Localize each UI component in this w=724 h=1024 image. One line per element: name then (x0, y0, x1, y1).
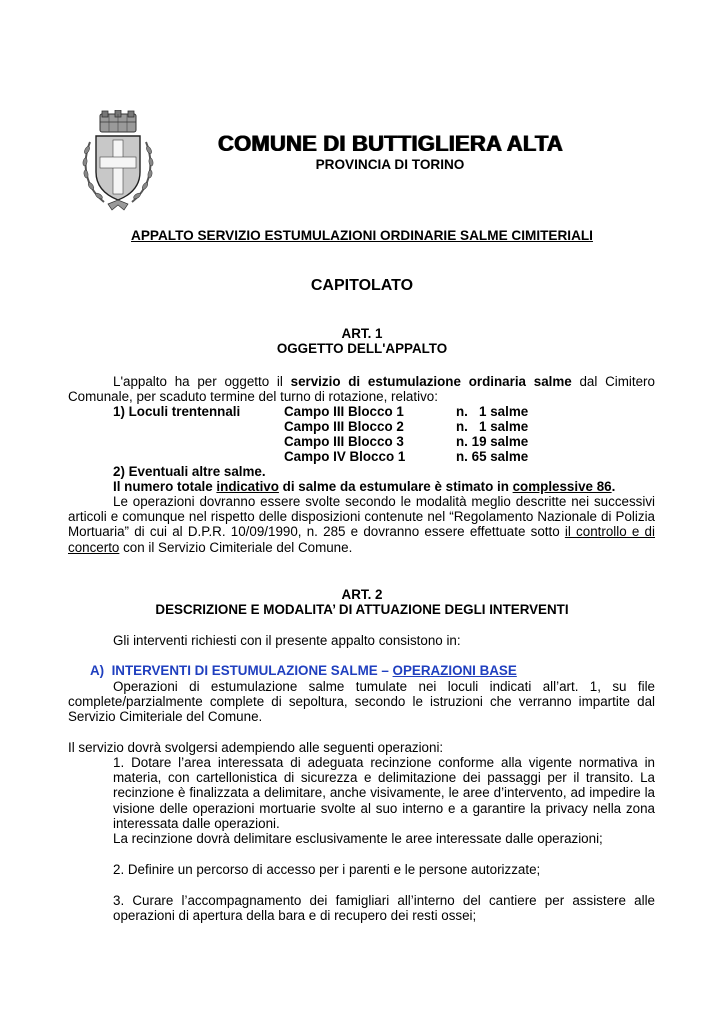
art1-intro (68, 374, 655, 404)
art1-intro-text-b: dal Cimitero Comunale, per scaduto termine del turno di rotazione, relativo: (68, 374, 655, 405)
comune-title: COMUNE DI BUTTIGLIERA ALTA (217, 131, 563, 156)
art1-number: ART. 1 (341, 326, 383, 341)
coat-of-arms-icon (80, 110, 156, 214)
art2-intro: Gli interventi richiesti con il presente appalto consistono in: (113, 633, 461, 648)
servizio-intro: Il servizio dovrà svolgersi adempiendo alle seguenti operazioni: (68, 740, 444, 755)
campo-label: Campo III Blocco 1 (284, 404, 404, 419)
loculi-row-3 (113, 434, 673, 449)
section-a-underlined: OPERAZIONI BASE (392, 663, 517, 678)
loculi-label: 1) Loculi trentennali (113, 404, 241, 419)
totale-underlined-2: complessive 86 (512, 479, 612, 494)
salme-count: n. 19 salme (456, 434, 529, 449)
appalto-title: APPALTO SERVIZIO ESTUMULAZIONI ORDINARIE SALME CIMITERIALI (131, 228, 593, 243)
totale-text-b: di salme da estumulare è stimato in (278, 479, 513, 494)
loculi-row-2 (113, 419, 673, 434)
campo-label: Campo III Blocco 2 (284, 419, 404, 434)
salme-count: n. 65 salme (456, 449, 529, 464)
operazioni-text-a: Le operazioni dovranno essere svolte secondo le modalità meglio descritte nei successivi articoli e comunque nel rispetto delle disposizioni contenute nel “Regolamento Nazionale di Polizia Mortuaria” di cui al D.P.R. 10/09/1990, n. 285 e dovranno essere effettuate sotto (68, 494, 655, 540)
totale-underlined-1: indicativo (216, 479, 279, 494)
operation-1: 1. Dotare l’area interessata di adeguata recinzione conforme alla vigente normativa in materia, con cartellonistica di sicurezza e delimitazione dei passaggi per il transito. La recinzione è finalizzata a delimitare, anche visivamente, le aree d’intervento, ad impedire la visione delle operazioni mortuarie svolte al suo interno e a garantire la privacy nella zona interessata dalle operazioni. (113, 755, 655, 831)
operazioni-underlined: il controllo e di concerto (68, 524, 655, 555)
art1-intro-text-a: L'appalto ha per oggetto il (113, 374, 291, 389)
salme-count: n. 1 salme (456, 404, 529, 419)
loculi-row-4 (113, 449, 673, 464)
section-a-text: A) INTERVENTI DI ESTUMULAZIONE SALME – (90, 663, 393, 678)
section-a-heading (90, 663, 517, 678)
art2-title: DESCRIZIONE E MODALITA’ DI ATTUAZIONE DEGLI INTERVENTI (155, 602, 569, 617)
campo-label: Campo III Blocco 3 (284, 434, 404, 449)
provincia-subtitle: PROVINCIA DI TORINO (315, 157, 465, 172)
art2-number: ART. 2 (341, 587, 383, 602)
operation-2: 2. Definire un percorso di accesso per i parenti e le persone autorizzate; (113, 862, 541, 877)
capitolato-heading: CAPITOLATO (310, 277, 414, 294)
operation-3: 3. Curare l’accompagnamento dei famigliari all’interno del cantiere per assistere alle operazioni di apertura della bara e di recupero dei resti ossei; (113, 893, 655, 924)
numero-totale (113, 479, 615, 494)
loculi-row-1 (113, 404, 673, 419)
operation-1b: La recinzione dovrà delimitare esclusivamente le aree interessate dalle operazioni; (113, 831, 603, 846)
totale-text-a: Il numero totale (113, 479, 217, 494)
salme-count: n. 1 salme (456, 419, 529, 434)
totale-text-c: . (611, 479, 616, 494)
section-a-description: Operazioni di estumulazione salme tumulate nei loculi indicati all’art. 1, su file complete/parzialmente complete di sepoltura, secondo le istruzioni che verranno impartite dal Servizio Cimiteriale del Comune. (68, 679, 655, 725)
operazioni-text-b: con il Servizio Cimiteriale del Comune. (119, 539, 353, 555)
altre-salme: 2) Eventuali altre salme. (113, 464, 266, 479)
art1-title: OGGETTO DELL'APPALTO (276, 341, 448, 356)
art1-intro-bold: servizio di estumulazione ordinaria salme (290, 374, 572, 389)
campo-label: Campo IV Blocco 1 (284, 449, 406, 464)
art1-operazioni (68, 494, 655, 555)
